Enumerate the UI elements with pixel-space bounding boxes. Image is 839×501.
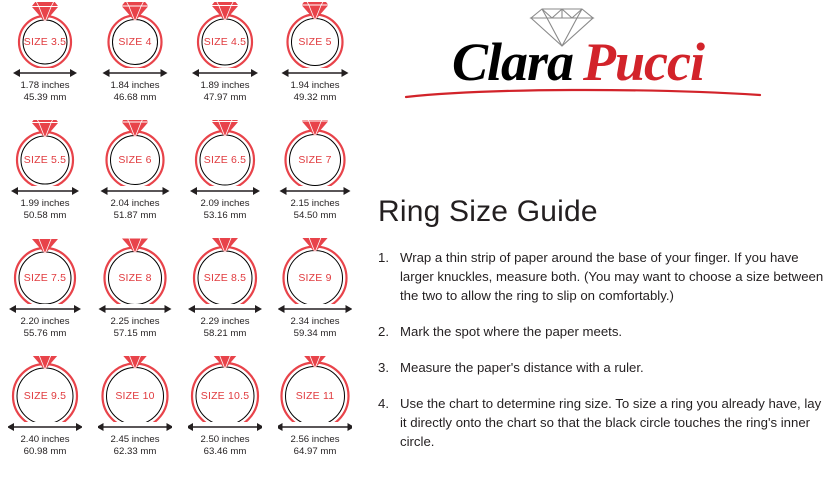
table-row <box>0 120 360 238</box>
measurement-inches: 2.29 inches <box>200 316 250 327</box>
ring-size-chart <box>0 0 360 501</box>
guide-steps <box>378 248 826 468</box>
guide-step-number: 3. <box>378 360 389 375</box>
diameter-arrow-icon <box>8 67 82 79</box>
ring-size-label: SIZE 9.5 <box>23 390 67 402</box>
measurement-mm: 58.21 mm <box>203 327 247 339</box>
measurement-mm: 53.16 mm <box>203 209 247 221</box>
measurement-inches: 2.56 inches <box>290 434 340 445</box>
diameter-arrow-icon <box>8 303 82 315</box>
measurement-mm: 45.39 mm <box>23 91 67 103</box>
ring-measurement <box>20 316 69 339</box>
ring-size-cell[interactable] <box>0 120 90 238</box>
measurement-mm: 59.34 mm <box>293 327 337 339</box>
ring-measurement <box>290 198 339 221</box>
guide-step <box>378 322 826 341</box>
ring-size-cell[interactable] <box>180 120 270 238</box>
measurement-inches: 1.99 inches <box>20 198 70 209</box>
right-panel <box>368 0 839 501</box>
ring-size-label: SIZE 7.5 <box>23 272 67 284</box>
brand-logo <box>378 4 778 104</box>
table-row <box>0 2 360 120</box>
measurement-inches: 2.15 inches <box>290 198 340 209</box>
ring-size-label: SIZE 3.5 <box>23 36 67 48</box>
diameter-arrow-icon <box>98 303 172 315</box>
guide-step <box>378 248 826 305</box>
ring-size-label: SIZE 4 <box>118 36 152 48</box>
measurement-mm: 55.76 mm <box>23 327 67 339</box>
ring-measurement <box>200 434 249 457</box>
ring-illustration-icon <box>188 2 262 68</box>
diameter-arrow-icon <box>188 185 262 197</box>
ring-size-cell[interactable] <box>270 120 360 238</box>
ring-size-cell[interactable] <box>0 2 90 120</box>
ring-measurement <box>110 80 159 103</box>
ring-size-cell[interactable] <box>0 356 90 474</box>
ring-size-label: SIZE 11 <box>295 390 335 402</box>
ring-measurement <box>110 198 159 221</box>
ring-measurement <box>20 80 69 103</box>
ring-measurement <box>200 80 249 103</box>
ring-size-label: SIZE 9 <box>298 272 332 284</box>
ring-measurement <box>110 434 159 457</box>
guide-step-text: Wrap a thin strip of paper around the base of your finger. If you have larger knuckles, measure both. (You may want to choose a size between the two to allow the ring to slip on comfortably.) <box>400 250 824 303</box>
page-title: Ring Size Guide <box>378 195 598 228</box>
ring-measurement <box>200 198 249 221</box>
measurement-inches: 2.34 inches <box>290 316 340 327</box>
ring-measurement <box>290 80 339 103</box>
brand-name-first: Clara <box>451 32 574 92</box>
ring-illustration-icon <box>98 238 172 304</box>
measurement-mm: 57.15 mm <box>113 327 157 339</box>
ring-measurement <box>20 198 69 221</box>
ring-measurement <box>290 434 339 457</box>
ring-size-label: SIZE 6.5 <box>203 154 247 166</box>
ring-size-cell[interactable] <box>270 2 360 120</box>
ring-illustration-icon <box>98 120 172 186</box>
measurement-mm: 47.97 mm <box>203 91 247 103</box>
diameter-arrow-icon <box>98 67 172 79</box>
measurement-inches: 2.25 inches <box>110 316 160 327</box>
ring-measurement <box>200 316 249 339</box>
ring-size-label: SIZE 8 <box>118 272 152 284</box>
measurement-inches: 2.40 inches <box>20 434 70 445</box>
ring-size-cell[interactable] <box>180 238 270 356</box>
ring-size-label: SIZE 7 <box>298 154 332 166</box>
measurement-inches: 2.20 inches <box>20 316 70 327</box>
measurement-inches: 2.04 inches <box>110 198 160 209</box>
measurement-inches: 1.78 inches <box>20 80 70 91</box>
ring-illustration-icon <box>278 238 352 304</box>
ring-size-cell[interactable] <box>270 356 360 474</box>
ring-measurement <box>20 434 69 457</box>
measurement-inches: 1.89 inches <box>200 80 250 91</box>
measurement-mm: 50.58 mm <box>23 209 67 221</box>
measurement-mm: 60.98 mm <box>23 445 67 457</box>
ring-size-label: SIZE 6 <box>118 154 152 166</box>
ring-illustration-icon <box>188 356 262 422</box>
ring-size-cell[interactable] <box>90 120 180 238</box>
ring-size-cell[interactable] <box>90 356 180 474</box>
diameter-arrow-icon <box>8 421 82 433</box>
diameter-arrow-icon <box>188 67 262 79</box>
ring-size-label: SIZE 10 <box>115 390 155 402</box>
diameter-arrow-icon <box>278 185 352 197</box>
guide-step-number: 1. <box>378 250 389 265</box>
brand-name-second: Pucci <box>583 32 704 92</box>
ring-size-cell[interactable] <box>90 2 180 120</box>
ring-illustration-icon <box>8 356 82 422</box>
measurement-mm: 51.87 mm <box>113 209 157 221</box>
measurement-mm: 62.33 mm <box>113 445 157 457</box>
ring-illustration-icon <box>188 120 262 186</box>
measurement-mm: 49.32 mm <box>293 91 337 103</box>
measurement-inches: 2.45 inches <box>110 434 160 445</box>
measurement-mm: 54.50 mm <box>293 209 337 221</box>
guide-step <box>378 394 826 451</box>
measurement-inches: 2.50 inches <box>200 434 250 445</box>
ring-size-label: SIZE 10.5 <box>200 390 250 402</box>
ring-illustration-icon <box>278 2 352 68</box>
diameter-arrow-icon <box>188 303 262 315</box>
ring-size-label: SIZE 5 <box>298 36 332 48</box>
ring-size-cell[interactable] <box>90 238 180 356</box>
diameter-arrow-icon <box>98 421 172 433</box>
diameter-arrow-icon <box>98 185 172 197</box>
diameter-arrow-icon <box>278 421 352 433</box>
guide-step-text: Measure the paper's distance with a ruler. <box>400 360 644 375</box>
diameter-arrow-icon <box>188 421 262 433</box>
ring-illustration-icon <box>8 120 82 186</box>
ring-illustration-icon <box>278 120 352 186</box>
guide-step-text: Use the chart to determine ring size. To size a ring you already have, lay it directly onto the chart so that the black circle touches the ring's inner circle. <box>400 396 822 449</box>
guide-step-text: Mark the spot where the paper meets. <box>400 324 623 339</box>
ring-size-cell[interactable] <box>270 238 360 356</box>
table-row <box>0 238 360 356</box>
ring-size-cell[interactable] <box>0 238 90 356</box>
ring-size-label: SIZE 4.5 <box>203 36 247 48</box>
ring-illustration-icon <box>8 238 82 304</box>
diameter-arrow-icon <box>8 185 82 197</box>
table-row <box>0 356 360 474</box>
measurement-mm: 63.46 mm <box>203 445 247 457</box>
ring-size-cell[interactable] <box>180 2 270 120</box>
diameter-arrow-icon <box>278 303 352 315</box>
ring-illustration-icon <box>188 238 262 304</box>
guide-step-number: 2. <box>378 324 389 339</box>
measurement-inches: 1.84 inches <box>110 80 160 91</box>
diameter-arrow-icon <box>278 67 352 79</box>
measurement-mm: 46.68 mm <box>113 91 157 103</box>
brand-underline-flourish <box>398 86 768 100</box>
ring-illustration-icon <box>98 356 172 422</box>
guide-step-number: 4. <box>378 396 389 411</box>
measurement-inches: 2.09 inches <box>200 198 250 209</box>
brand-wordmark <box>378 32 778 92</box>
ring-size-cell[interactable] <box>180 356 270 474</box>
guide-step <box>378 358 826 377</box>
ring-illustration-icon <box>278 356 352 422</box>
ring-illustration-icon <box>8 2 82 68</box>
ring-size-label: SIZE 5.5 <box>23 154 67 166</box>
ring-size-label: SIZE 8.5 <box>203 272 247 284</box>
ring-measurement <box>290 316 339 339</box>
measurement-mm: 64.97 mm <box>293 445 337 457</box>
measurement-inches: 1.94 inches <box>290 80 340 91</box>
ring-measurement <box>110 316 159 339</box>
ring-illustration-icon <box>98 2 172 68</box>
